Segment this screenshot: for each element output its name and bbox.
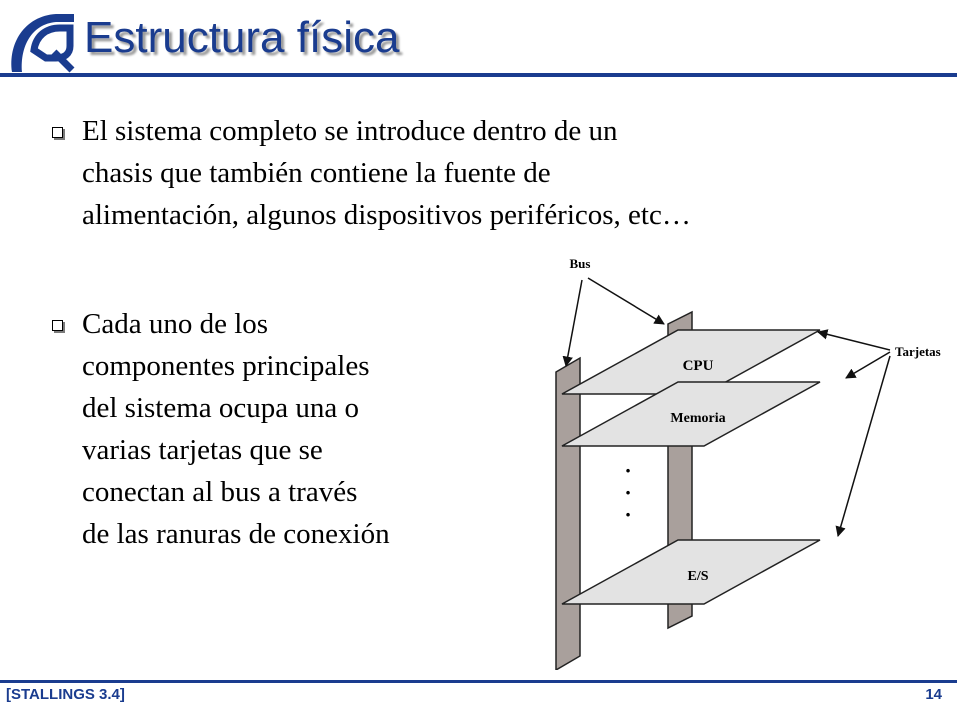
card-label-es: E/S <box>687 569 709 584</box>
bullet-1-line: chasis que también contiene la fuente de <box>82 157 551 189</box>
bus-slot-left <box>556 358 580 670</box>
cards-arrow <box>838 356 890 536</box>
bus-label: Bus <box>569 256 591 271</box>
bullet-1-line: alimentación, algunos dispositivos periféricos, etc… <box>82 199 691 231</box>
card-label-cpu: CPU <box>682 358 714 374</box>
bullet-1-line: El sistema completo se introduce dentro de un <box>82 115 618 147</box>
footer-reference: [STALLINGS 3.4] <box>6 686 125 703</box>
bullet-2-line: componentes principales <box>82 350 370 382</box>
bullet-2-line: conectan al bus a través <box>82 476 358 508</box>
bus-cards-diagram <box>550 250 960 670</box>
cards-arrow <box>846 352 890 378</box>
bullet-2-line: varias tarjetas que se <box>82 434 323 466</box>
cards-arrow <box>818 332 890 350</box>
bullet-1-text <box>82 110 691 236</box>
bus-arrow <box>566 280 582 366</box>
ellipsis: · <box>624 502 632 527</box>
ellipsis: · <box>624 480 632 505</box>
bus-arrow <box>588 278 664 324</box>
slide-title: Estructura física <box>84 13 400 62</box>
page-number: 14 <box>925 686 942 703</box>
ellipsis: · <box>624 458 632 483</box>
title-divider <box>0 73 957 77</box>
bullet-2-text <box>82 303 390 555</box>
bullet-marker <box>52 127 63 138</box>
bullet-2-line: de las ranuras de conexión <box>82 518 390 550</box>
footer-divider <box>0 680 957 683</box>
cards-label: Tarjetas <box>895 344 941 359</box>
card-label-memoria: Memoria <box>670 411 726 426</box>
logo-icon <box>4 6 78 74</box>
bullet-2-line: Cada uno de los <box>82 308 269 340</box>
bullet-marker <box>52 320 63 331</box>
bullet-2-line: del sistema ocupa una o <box>82 392 360 424</box>
